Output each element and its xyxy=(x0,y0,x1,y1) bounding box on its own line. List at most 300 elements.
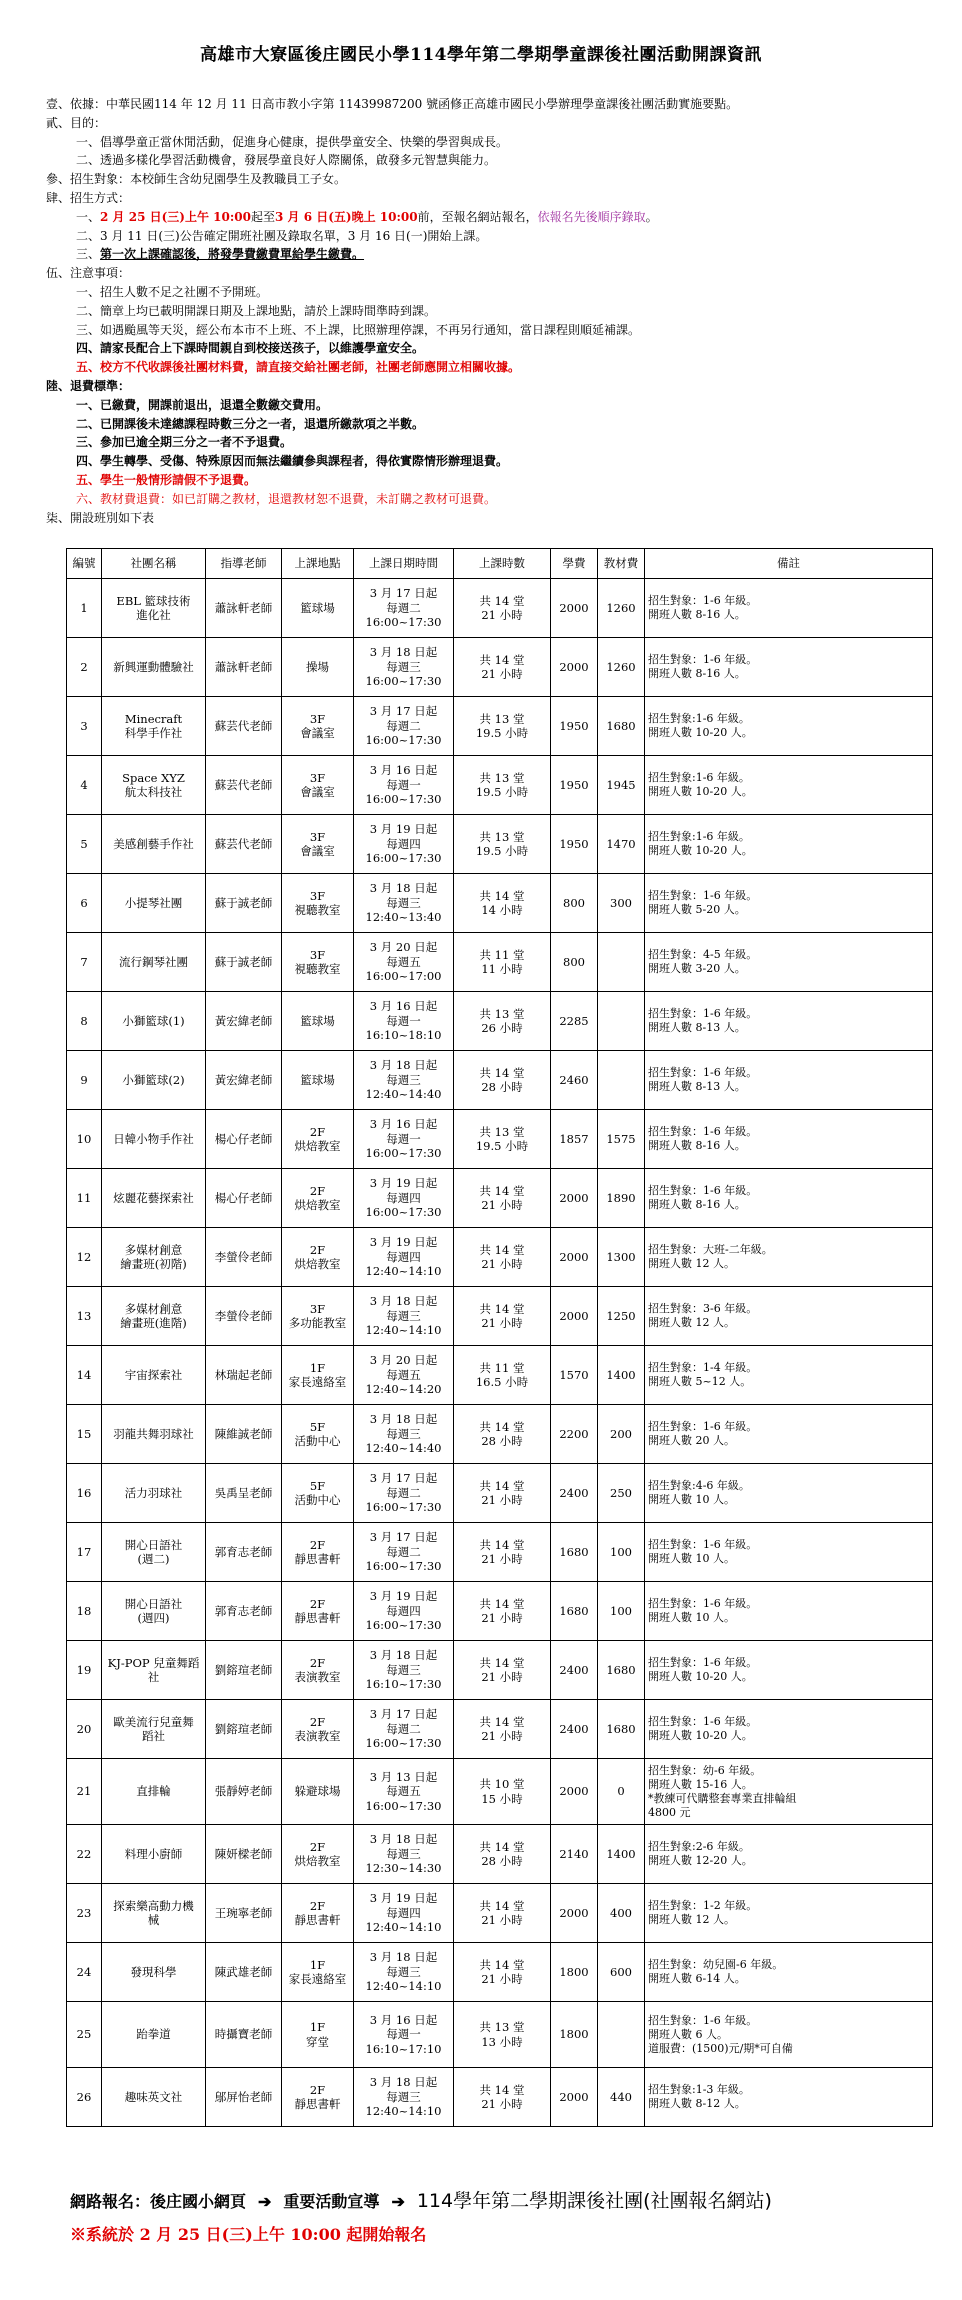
table-row xyxy=(67,1641,933,1700)
cell-name: 炫麗花藝探索社 xyxy=(102,1169,206,1228)
notes-item-2: 二、簡章上均已載明開課日期及上課地點，請於上課時間準時到課。 xyxy=(76,303,437,318)
cell-hours: 共 13 堂 19.5 小時 xyxy=(454,697,551,756)
cell-time: 3 月 18 日起 每週三 12:40~13:40 xyxy=(354,874,454,933)
cell-material: 1260 xyxy=(598,579,645,638)
section-notes: 伍、注意事項： xyxy=(46,266,131,281)
table-row xyxy=(67,1110,933,1169)
cell-fee: 2400 xyxy=(551,1464,598,1523)
cell-material: 600 xyxy=(598,1943,645,2002)
cell-material: 440 xyxy=(598,2068,645,2127)
cell-time: 3 月 16 日起 每週一 16:00~17:30 xyxy=(354,1110,454,1169)
cell-time: 3 月 18 日起 每週三 12:40~14:10 xyxy=(354,2068,454,2127)
cell-hours: 共 14 堂 21 小時 xyxy=(454,2068,551,2127)
method-item-3 xyxy=(46,245,926,264)
cell-note: 招生對象：1-6 年級。 開班人數 5-20 人。 xyxy=(645,874,933,933)
cell-hours: 共 14 堂 21 小時 xyxy=(454,1884,551,1943)
cell-hours: 共 10 堂 15 小時 xyxy=(454,1759,551,1825)
cell-fee: 2200 xyxy=(551,1405,598,1464)
cell-teacher: 吳禹呈老師 xyxy=(206,1464,282,1523)
cell-note: 招生對象:4-6 年級。 開班人數 10 人。 xyxy=(645,1464,933,1523)
cell-hours: 共 14 堂 21 小時 xyxy=(454,1169,551,1228)
cell-note: 招生對象：1-6 年級。 開班人數 8-13 人。 xyxy=(645,992,933,1051)
cell-no: 6 xyxy=(67,874,102,933)
cell-teacher: 蘇芸代老師 xyxy=(206,756,282,815)
cell-place: 2F 靜思書軒 xyxy=(282,1884,354,1943)
cell-no: 10 xyxy=(67,1110,102,1169)
cell-time: 3 月 17 日起 每週二 16:00~17:30 xyxy=(354,1700,454,1759)
cell-fee: 1800 xyxy=(551,1943,598,2002)
arrow-right-icon: ➔ xyxy=(391,2192,405,2211)
table-header-row xyxy=(67,549,933,579)
cell-no: 1 xyxy=(67,579,102,638)
cell-time: 3 月 19 日起 每週四 12:40~14:10 xyxy=(354,1228,454,1287)
cell-place: 3F 多功能教室 xyxy=(282,1287,354,1346)
payment-note: 第一次上課確認後，將發學費繳費單給學生繳費。 xyxy=(100,247,365,262)
cell-no: 9 xyxy=(67,1051,102,1110)
cell-time: 3 月 19 日起 每週四 16:00~17:30 xyxy=(354,1582,454,1641)
cell-material xyxy=(598,1051,645,1110)
cell-teacher: 郭育志老師 xyxy=(206,1523,282,1582)
cell-place: 2F 靜思書軒 xyxy=(282,2068,354,2127)
cell-no: 8 xyxy=(67,992,102,1051)
cell-name: 新興運動體驗社 xyxy=(102,638,206,697)
cell-note: 招生對象：1-6 年級。 開班人數 6 人。 道服費：(1500)元/期*可自備 xyxy=(645,2002,933,2068)
cell-name: 開心日語社 (週四) xyxy=(102,1582,206,1641)
table-row xyxy=(67,1825,933,1884)
cell-teacher: 陳武雄老師 xyxy=(206,1943,282,2002)
cell-time: 3 月 17 日起 每週二 16:00~17:30 xyxy=(354,579,454,638)
cell-place: 3F 視聽教室 xyxy=(282,874,354,933)
cell-material: 1945 xyxy=(598,756,645,815)
table-row xyxy=(67,1759,933,1825)
cell-hours: 共 13 堂 13 小時 xyxy=(454,2002,551,2068)
cell-note: 招生對象：幼-6 年級。 開班人數 15-16 人。 *教練可代購整套專業直排輪組 4800 元 xyxy=(645,1759,933,1825)
cell-hours: 共 14 堂 14 小時 xyxy=(454,874,551,933)
cell-name: 小獅籃球(2) xyxy=(102,1051,206,1110)
refund-item-1: 一、已繳費，開課前退出，退還全數繳交費用。 xyxy=(76,397,329,412)
refund-item-3: 三、參加已逾全期三分之一者不予退費。 xyxy=(76,435,293,450)
header-name: 社團名稱 xyxy=(102,549,206,579)
cell-hours: 共 13 堂 26 小時 xyxy=(454,992,551,1051)
cell-note: 招生對象:1-6 年級。 開班人數 10-20 人。 xyxy=(645,697,933,756)
cell-name: 多媒材創意 繪畫班(進階) xyxy=(102,1287,206,1346)
cell-teacher: 張靜婷老師 xyxy=(206,1759,282,1825)
cell-note: 招生對象：幼兒園-6 年級。 開班人數 6-14 人。 xyxy=(645,1943,933,2002)
cell-fee: 800 xyxy=(551,874,598,933)
cell-note: 招生對象：1-6 年級。 開班人數 8-16 人。 xyxy=(645,579,933,638)
cell-note: 招生對象：1-6 年級。 開班人數 8-16 人。 xyxy=(645,1110,933,1169)
cell-name: 跆拳道 xyxy=(102,2002,206,2068)
cell-time: 3 月 20 日起 每週五 12:40~14:20 xyxy=(354,1346,454,1405)
cell-name: 小提琴社團 xyxy=(102,874,206,933)
cell-name: 歐美流行兒童舞 蹈社 xyxy=(102,1700,206,1759)
cell-fee: 2000 xyxy=(551,1884,598,1943)
cell-note: 招生對象：1-6 年級。 開班人數 10-20 人。 xyxy=(645,1641,933,1700)
cell-material: 1260 xyxy=(598,638,645,697)
cell-place: 2F 烘焙教室 xyxy=(282,1228,354,1287)
cell-note: 招生對象：大班-二年級。 開班人數 12 人。 xyxy=(645,1228,933,1287)
signup-start: 2 月 25 日(三)上午 10:00 xyxy=(100,209,251,224)
cell-teacher: 李螢伶老師 xyxy=(206,1228,282,1287)
cell-fee: 2000 xyxy=(551,2068,598,2127)
cell-fee: 1857 xyxy=(551,1110,598,1169)
cell-no: 3 xyxy=(67,697,102,756)
class-table-body xyxy=(67,579,933,2127)
cell-fee: 1950 xyxy=(551,815,598,874)
header-place: 上課地點 xyxy=(282,549,354,579)
cell-fee: 2460 xyxy=(551,1051,598,1110)
cell-time: 3 月 18 日起 每週三 16:00~17:30 xyxy=(354,638,454,697)
table-row xyxy=(67,874,933,933)
header-note: 備註 xyxy=(645,549,933,579)
cell-note: 招生對象：3-6 年級。 開班人數 12 人。 xyxy=(645,1287,933,1346)
cell-time: 3 月 20 日起 每週五 16:00~17:00 xyxy=(354,933,454,992)
cell-material: 1250 xyxy=(598,1287,645,1346)
cell-no: 5 xyxy=(67,815,102,874)
cell-hours: 共 11 堂 11 小時 xyxy=(454,933,551,992)
cell-hours: 共 14 堂 21 小時 xyxy=(454,1700,551,1759)
cell-hours: 共 11 堂 16.5 小時 xyxy=(454,1346,551,1405)
cell-teacher: 蘇于誠老師 xyxy=(206,933,282,992)
cell-fee: 2140 xyxy=(551,1825,598,1884)
cell-teacher: 林瑞起老師 xyxy=(206,1346,282,1405)
method-item-1-mid: 前，至報名網站報名， xyxy=(417,209,538,224)
cell-note: 招生對象：1-6 年級。 開班人數 8-16 人。 xyxy=(645,1169,933,1228)
cell-material: 200 xyxy=(598,1405,645,1464)
cell-name: 探索樂高動力機 械 xyxy=(102,1884,206,1943)
cell-note: 招生對象：1-6 年級。 開班人數 10 人。 xyxy=(645,1582,933,1641)
cell-fee: 2000 xyxy=(551,579,598,638)
cell-place: 1F 家長遠絡室 xyxy=(282,1346,354,1405)
table-row xyxy=(67,579,933,638)
cell-no: 26 xyxy=(67,2068,102,2127)
cell-place: 2F 烘焙教室 xyxy=(282,1110,354,1169)
cell-hours: 共 14 堂 21 小時 xyxy=(454,579,551,638)
cell-no: 20 xyxy=(67,1700,102,1759)
cell-time: 3 月 16 日起 每週一 16:00~17:30 xyxy=(354,756,454,815)
cell-place: 5F 活動中心 xyxy=(282,1405,354,1464)
cell-place: 2F 烘焙教室 xyxy=(282,1169,354,1228)
signup-path-label: 網路報名：後庄國小網頁 xyxy=(70,2192,247,2211)
header-hours: 上課時數 xyxy=(454,549,551,579)
table-row xyxy=(67,1464,933,1523)
cell-no: 18 xyxy=(67,1582,102,1641)
cell-no: 4 xyxy=(67,756,102,815)
refund-item-2: 二、已開課後未達總課程時數三分之一者，退還所繳款項之半數。 xyxy=(76,416,425,431)
notes-item-4: 四、請家長配合上下課時間親自到校接送孩子，以維護學童安全。 xyxy=(76,341,425,356)
cell-teacher: 楊心仔老師 xyxy=(206,1110,282,1169)
cell-material: 1680 xyxy=(598,697,645,756)
cell-place: 2F 靜思書軒 xyxy=(282,1523,354,1582)
cell-no: 14 xyxy=(67,1346,102,1405)
cell-teacher: 蘇芸代老師 xyxy=(206,697,282,756)
cell-note: 招生對象:1-6 年級。 開班人數 10-20 人。 xyxy=(645,815,933,874)
section-basis: 壹、依據：中華民國114 年 12 月 11 日高市教小字第 11439987200 號函修正高雄市國民小學辦理學童課後社團活動實施要點。 xyxy=(46,97,739,111)
cell-place: 2F 靜思書軒 xyxy=(282,1582,354,1641)
cell-fee: 1680 xyxy=(551,1523,598,1582)
table-row xyxy=(67,933,933,992)
cell-teacher: 李螢伶老師 xyxy=(206,1287,282,1346)
cell-no: 24 xyxy=(67,1943,102,2002)
table-row xyxy=(67,1051,933,1110)
cell-teacher: 楊心仔老師 xyxy=(206,1169,282,1228)
cell-hours: 共 14 堂 21 小時 xyxy=(454,1582,551,1641)
cell-material: 0 xyxy=(598,1759,645,1825)
cell-fee: 1950 xyxy=(551,756,598,815)
cell-material: 250 xyxy=(598,1464,645,1523)
cell-teacher: 王琬寧老師 xyxy=(206,1884,282,1943)
signup-site-link: 114學年第二學期課後社團(社團報名網站) xyxy=(416,2190,772,2212)
cell-hours: 共 13 堂 19.5 小時 xyxy=(454,756,551,815)
cell-teacher: 劉鎔瑄老師 xyxy=(206,1641,282,1700)
cell-material: 1400 xyxy=(598,1346,645,1405)
section-target: 參、招生對象：本校師生含幼兒園學生及教職員工子女。 xyxy=(46,172,347,187)
cell-teacher: 劉鎔瑄老師 xyxy=(206,1700,282,1759)
cell-no: 17 xyxy=(67,1523,102,1582)
cell-time: 3 月 18 日起 每週三 12:40~14:10 xyxy=(354,1943,454,2002)
signup-notice: ※系統於 2 月 25 日(三)上午 10:00 起開始報名 xyxy=(70,2225,427,2244)
cell-time: 3 月 13 日起 每週五 16:00~17:30 xyxy=(354,1759,454,1825)
cell-fee: 2400 xyxy=(551,1700,598,1759)
cell-note: 招生對象：1-6 年級。 開班人數 20 人。 xyxy=(645,1405,933,1464)
cell-material: 1470 xyxy=(598,815,645,874)
cell-teacher: 蘇芸代老師 xyxy=(206,815,282,874)
cell-place: 籃球場 xyxy=(282,992,354,1051)
cell-name: 發現科學 xyxy=(102,1943,206,2002)
cell-material: 1400 xyxy=(598,1825,645,1884)
cell-place: 3F 會議室 xyxy=(282,697,354,756)
cell-time: 3 月 19 日起 每週四 12:40~14:10 xyxy=(354,1884,454,1943)
section-purpose: 貳、目的： xyxy=(46,115,107,130)
method-item-2: 二、3 月 11 日(三)公告確定開班社團及錄取名單，3 月 16 日(一)開始上課。 xyxy=(76,228,488,243)
cell-hours: 共 14 堂 21 小時 xyxy=(454,1464,551,1523)
cell-no: 12 xyxy=(67,1228,102,1287)
cell-hours: 共 13 堂 19.5 小時 xyxy=(454,1110,551,1169)
cell-note: 招生對象:1-3 年級。 開班人數 8-12 人。 xyxy=(645,2068,933,2127)
table-row xyxy=(67,2068,933,2127)
cell-name: 多媒材創意 繪畫班(初階) xyxy=(102,1228,206,1287)
table-row xyxy=(67,992,933,1051)
cell-teacher: 鄔屏怡老師 xyxy=(206,2068,282,2127)
cell-place: 3F 會議室 xyxy=(282,756,354,815)
cell-name: 開心日語社 (週二) xyxy=(102,1523,206,1582)
cell-teacher: 陳妍樑老師 xyxy=(206,1825,282,1884)
cell-no: 16 xyxy=(67,1464,102,1523)
cell-fee: 2000 xyxy=(551,1169,598,1228)
cell-time: 3 月 17 日起 每週二 16:00~17:30 xyxy=(354,1464,454,1523)
cell-material: 1575 xyxy=(598,1110,645,1169)
cell-material xyxy=(598,992,645,1051)
signup-end: 3 月 6 日(五)晚上 10:00 xyxy=(274,209,418,224)
cell-note: 招生對象：1-6 年級。 開班人數 10 人。 xyxy=(645,1523,933,1582)
header-material: 教材費 xyxy=(598,549,645,579)
cell-name: 趣味英文社 xyxy=(102,2068,206,2127)
cell-note: 招生對象：1-4 年級。 開班人數 5~12 人。 xyxy=(645,1346,933,1405)
cell-material: 1680 xyxy=(598,1700,645,1759)
method-item-1-to: 起至 xyxy=(250,209,275,224)
cell-time: 3 月 18 日起 每週三 12:40~14:40 xyxy=(354,1405,454,1464)
cell-place: 2F 表演教室 xyxy=(282,1700,354,1759)
section-classes: 柒、開設班別如下表 xyxy=(46,510,155,525)
purpose-item-1: 一、倡導學童正當休閒活動，促進身心健康，提供學童安全、快樂的學習與成長。 xyxy=(76,134,509,149)
cell-fee: 2000 xyxy=(551,1287,598,1346)
cell-no: 2 xyxy=(67,638,102,697)
cell-fee: 2000 xyxy=(551,1228,598,1287)
cell-no: 19 xyxy=(67,1641,102,1700)
cell-note: 招生對象：4-5 年級。 開班人數 3-20 人。 xyxy=(645,933,933,992)
signup-path xyxy=(70,2186,930,2213)
cell-time: 3 月 16 日起 每週一 16:10~18:10 xyxy=(354,992,454,1051)
cell-teacher: 時攝寶老師 xyxy=(206,2002,282,2068)
cell-time: 3 月 17 日起 每週二 16:00~17:30 xyxy=(354,697,454,756)
cell-name: EBL 籃球技術 進化社 xyxy=(102,579,206,638)
cell-teacher: 陳維誠老師 xyxy=(206,1405,282,1464)
cell-teacher: 蕭詠軒老師 xyxy=(206,638,282,697)
refund-item-5: 五、學生一般情形請假不予退費。 xyxy=(76,472,257,487)
cell-hours: 共 14 堂 21 小時 xyxy=(454,1943,551,2002)
cell-hours: 共 14 堂 28 小時 xyxy=(454,1825,551,1884)
method-item-1 xyxy=(46,208,926,227)
cell-name: 小獅籃球(1) xyxy=(102,992,206,1051)
cell-hours: 共 14 堂 21 小時 xyxy=(454,1228,551,1287)
cell-place: 籃球場 xyxy=(282,579,354,638)
cell-time: 3 月 18 日起 每週三 12:40~14:10 xyxy=(354,1287,454,1346)
cell-hours: 共 13 堂 19.5 小時 xyxy=(454,815,551,874)
cell-material: 1890 xyxy=(598,1169,645,1228)
cell-fee: 2400 xyxy=(551,1641,598,1700)
cell-place: 1F 穿堂 xyxy=(282,2002,354,2068)
header-time: 上課日期時間 xyxy=(354,549,454,579)
cell-name: Minecraft 科學手作社 xyxy=(102,697,206,756)
cell-teacher: 郭育志老師 xyxy=(206,1582,282,1641)
cell-place: 1F 家長遠絡室 xyxy=(282,1943,354,2002)
cell-place: 5F 活動中心 xyxy=(282,1464,354,1523)
cell-material: 1680 xyxy=(598,1641,645,1700)
cell-name: 羽龍共舞羽球社 xyxy=(102,1405,206,1464)
table-row xyxy=(67,1228,933,1287)
table-row xyxy=(67,1700,933,1759)
purpose-item-2: 二、透過多樣化學習活動機會，發展學童良好人際關係，啟發多元智慧與能力。 xyxy=(76,153,497,168)
table-row xyxy=(67,815,933,874)
cell-name: 料理小廚師 xyxy=(102,1825,206,1884)
cell-name: 活力羽球社 xyxy=(102,1464,206,1523)
cell-material: 300 xyxy=(598,874,645,933)
cell-hours: 共 14 堂 21 小時 xyxy=(454,1287,551,1346)
signup-order-note: 依報名先後順序錄取 xyxy=(537,209,646,224)
cell-material: 1300 xyxy=(598,1228,645,1287)
table-row xyxy=(67,1169,933,1228)
cell-no: 25 xyxy=(67,2002,102,2068)
header-no: 編號 xyxy=(67,549,102,579)
cell-name: 直排輪 xyxy=(102,1759,206,1825)
cell-hours: 共 14 堂 21 小時 xyxy=(454,638,551,697)
cell-place: 躲避球場 xyxy=(282,1759,354,1825)
cell-time: 3 月 18 日起 每週三 12:30~14:30 xyxy=(354,1825,454,1884)
cell-place: 操場 xyxy=(282,638,354,697)
cell-note: 招生對象:1-6 年級。 開班人數 10-20 人。 xyxy=(645,756,933,815)
cell-no: 7 xyxy=(67,933,102,992)
table-row xyxy=(67,1943,933,2002)
table-row xyxy=(67,638,933,697)
class-table xyxy=(66,548,933,2127)
cell-fee: 1570 xyxy=(551,1346,598,1405)
cell-material: 400 xyxy=(598,1884,645,1943)
cell-material: 100 xyxy=(598,1582,645,1641)
cell-name: Space XYZ 航太科技社 xyxy=(102,756,206,815)
cell-fee: 2000 xyxy=(551,1759,598,1825)
cell-time: 3 月 19 日起 每週四 16:00~17:30 xyxy=(354,1169,454,1228)
cell-fee: 2000 xyxy=(551,638,598,697)
cell-material xyxy=(598,2002,645,2068)
table-row xyxy=(67,1405,933,1464)
cell-teacher: 黃宏緯老師 xyxy=(206,992,282,1051)
method-item-3-prefix: 三、 xyxy=(76,247,101,262)
cell-no: 15 xyxy=(67,1405,102,1464)
table-row xyxy=(67,2002,933,2068)
cell-time: 3 月 17 日起 每週二 16:00~17:30 xyxy=(354,1523,454,1582)
cell-time: 3 月 16 日起 每週一 16:10~17:10 xyxy=(354,2002,454,2068)
cell-teacher: 蕭詠軒老師 xyxy=(206,579,282,638)
table-row xyxy=(67,756,933,815)
signup-path-step2: 重要活動宣導 xyxy=(283,2192,380,2211)
table-row xyxy=(67,1523,933,1582)
cell-name: 宇宙探索社 xyxy=(102,1346,206,1405)
cell-name: 日韓小物手作社 xyxy=(102,1110,206,1169)
cell-note: 招生對象:2-6 年級。 開班人數 12-20 人。 xyxy=(645,1825,933,1884)
cell-fee: 2285 xyxy=(551,992,598,1051)
cell-no: 22 xyxy=(67,1825,102,1884)
cell-fee: 1800 xyxy=(551,2002,598,2068)
notes-item-1: 一、招生人數不足之社團不予開班。 xyxy=(76,284,269,299)
cell-hours: 共 14 堂 28 小時 xyxy=(454,1405,551,1464)
cell-note: 招生對象：1-6 年級。 開班人數 10-20 人。 xyxy=(645,1700,933,1759)
cell-note: 招生對象：1-6 年級。 開班人數 8-13 人。 xyxy=(645,1051,933,1110)
header-teacher: 指導老師 xyxy=(206,549,282,579)
cell-place: 3F 會議室 xyxy=(282,815,354,874)
cell-no: 21 xyxy=(67,1759,102,1825)
cell-fee: 1950 xyxy=(551,697,598,756)
cell-name: 流行鋼琴社團 xyxy=(102,933,206,992)
notes-item-3: 三、如遇颱風等天災，經公布本市不上班、不上課，比照辦理停課，不再另行通知，當日課程則順延補課。 xyxy=(76,322,641,337)
table-row xyxy=(67,1884,933,1943)
section-method: 肆、招生方式： xyxy=(46,190,131,205)
table-row xyxy=(67,1287,933,1346)
cell-no: 13 xyxy=(67,1287,102,1346)
table-row xyxy=(67,1582,933,1641)
cell-place: 2F 表演教室 xyxy=(282,1641,354,1700)
cell-fee: 800 xyxy=(551,933,598,992)
method-item-1-end: 。 xyxy=(645,209,658,224)
method-item-1-prefix: 一、 xyxy=(76,209,101,224)
cell-time: 3 月 18 日起 每週三 16:10~17:30 xyxy=(354,1641,454,1700)
cell-teacher: 蘇于誠老師 xyxy=(206,874,282,933)
table-row xyxy=(67,697,933,756)
cell-material: 100 xyxy=(598,1523,645,1582)
cell-no: 11 xyxy=(67,1169,102,1228)
cell-hours: 共 14 堂 21 小時 xyxy=(454,1523,551,1582)
cell-name: KJ-POP 兒童舞蹈 社 xyxy=(102,1641,206,1700)
cell-fee: 1680 xyxy=(551,1582,598,1641)
cell-place: 2F 烘焙教室 xyxy=(282,1825,354,1884)
cell-no: 23 xyxy=(67,1884,102,1943)
section-refund: 陸、退費標準： xyxy=(46,378,131,393)
cell-place: 3F 視聽教室 xyxy=(282,933,354,992)
page-title: 高雄市大寮區後庄國民小學114學年第二學期學童課後社團活動開課資訊 xyxy=(200,45,762,65)
cell-hours: 共 14 堂 21 小時 xyxy=(454,1641,551,1700)
cell-place: 籃球場 xyxy=(282,1051,354,1110)
cell-time: 3 月 19 日起 每週四 16:00~17:30 xyxy=(354,815,454,874)
cell-name: 美感創藝手作社 xyxy=(102,815,206,874)
